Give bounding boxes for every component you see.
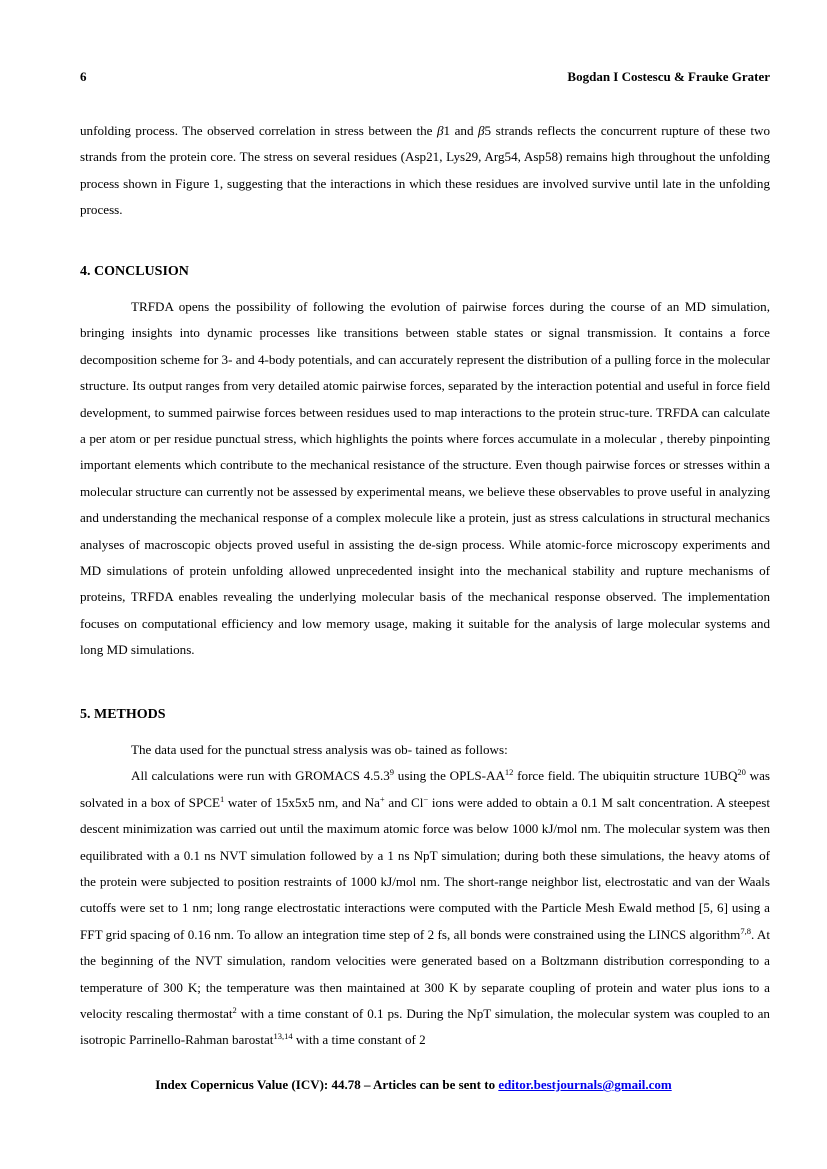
citation-ref: 7,8 xyxy=(740,925,751,936)
conclusion-paragraph xyxy=(80,294,770,664)
methods-paragraph-1: The data used for the punctual stress analysis was ob- tained as follows: xyxy=(131,742,508,757)
citation-ref: 1 xyxy=(219,793,225,804)
citation-ref: 12 xyxy=(504,767,514,778)
methods-text: was solvated in a box of SPCE xyxy=(80,768,771,810)
editor-email-link[interactable]: editor.bestjournals@gmail.com xyxy=(498,1077,672,1092)
footer-text: Index Copernicus Value (ICV): 44.78 – Articles can be sent to xyxy=(155,1077,499,1092)
methods-text: with a time constant of 2 xyxy=(292,1032,426,1048)
intro-text-1: unfolding process. The observed correlation in stress between the xyxy=(80,123,438,138)
methods-body xyxy=(80,737,770,1054)
running-header xyxy=(80,69,770,85)
ion-charge-minus: − xyxy=(423,793,429,804)
page-number: 6 xyxy=(80,69,87,84)
citation-ref: 2 xyxy=(232,1005,237,1016)
intro-paragraph xyxy=(80,118,770,224)
methods-text: . At the beginning of the NVT simulation, random velocities were generated based on a Boltzmann distribution corresponding to a temperature of 300 K; the temperature was then maintained at 300 K by separate coupling of protein and water plus ions to a velocity rescaling thermostat xyxy=(80,926,770,1022)
methods-text: using the OPLS-AA xyxy=(394,768,505,784)
beta-symbol: β xyxy=(478,123,485,138)
intro-text-3: 5 strands reflects the concurrent rupture of these two strands from the protein core. The stress on several residues (Asp21, Lys29, Arg54, Asp58) remains high throughout the unfolding process shown in Figure 1, suggesting that the interactions in which these residues are involved survive until late in the unfolding process. xyxy=(80,123,770,218)
methods-text: All calculations were run with GROMACS 4.5.3 xyxy=(131,768,390,784)
citation-ref: 13,14 xyxy=(273,1031,293,1042)
methods-text: force field. The ubiquitin structure 1UBQ xyxy=(513,768,738,784)
ion-charge-plus: + xyxy=(379,793,385,804)
header-authors: Bogdan I Costescu & Frauke Grater xyxy=(567,69,770,84)
conclusion-heading: 4. CONCLUSION xyxy=(80,264,189,279)
citation-ref: 20 xyxy=(737,767,746,778)
citation-ref: 9 xyxy=(389,767,395,778)
methods-heading: 5. METHODS xyxy=(80,707,166,722)
conclusion-text: TRFDA opens the possibility of following the evolution of pairwise forces during the course of an MD simulation, bringing insights into dynamic processes like transitions between stable states or signal transmission. It contains a force decomposition scheme for 3- and 4-body potentials, and can accurately represent the distribution of a pulling force in the molecular structure. Its output ranges from very detailed atomic pairwise forces, separated by the interaction potential and useful in force field development, to summed pairwise forces between residues used to map interactions to the protein struc-ture. TRFDA can calculate a per atom or per residue punctual stress, which highlights the points where forces accumulate in a molecular , thereby pinpointing important elements which contribute to the mechanical resistance of the structure. Even though pairwise forces or stresses within a molecular structure can currently not be assessed by experimental means, we believe these observables to prove useful in analyzing and understanding the mechanical response of a complex molecule like a protein, just as stress calculations in structural mechanics analyses of macroscopic objects proved useful in assisting the de-sign process. While atomic-force microscopy experiments and MD simulations of protein unfolding allowed unprecedented insight into the mechanical stability and rupture mechanisms of proteins, TRFDA enables revealing the underlying molecular basis of the mechanical response observed. The implementation focuses on computational efficiency and low memory usage, making it suitable for the analysis of large molecular systems and long MD simulations. xyxy=(80,299,770,658)
beta-symbol: β xyxy=(437,123,444,138)
page-footer xyxy=(0,1077,827,1093)
methods-text: with a time constant of 0.1 ps. During the NpT simulation, the molecular system was coupled to an isotropic Parrinello-Rahman barostat xyxy=(80,1006,770,1048)
methods-text: ions were added to obtain a 0.1 M salt concentration. A steepest descent minimization was carried out until the maximum atomic force was below 1000 kJ/mol nm. The molecular system was then equilibrated with a 0.1 ns NVT simulation followed by a 1 ns NpT simulation; during both these simulations, the heavy atoms of the protein were subjected to position restraints of 1000 kJ/mol nm. The short-range neighbor list, electrostatic and van der Waals cutoffs were set to 1 nm; long range electrostatic interactions were computed with the Particle Mesh Ewald method [5, 6] using a FFT grid spacing of 0.16 nm. To allow an integration time step of 2 fs, all bonds were constrained using the LINCS algorithm xyxy=(80,794,771,942)
intro-text-2: 1 and xyxy=(443,123,479,138)
methods-text: water of 15x5x5 nm, and Na xyxy=(224,794,380,810)
methods-paragraph-2 xyxy=(80,763,770,1053)
methods-text: and Cl xyxy=(384,794,424,810)
